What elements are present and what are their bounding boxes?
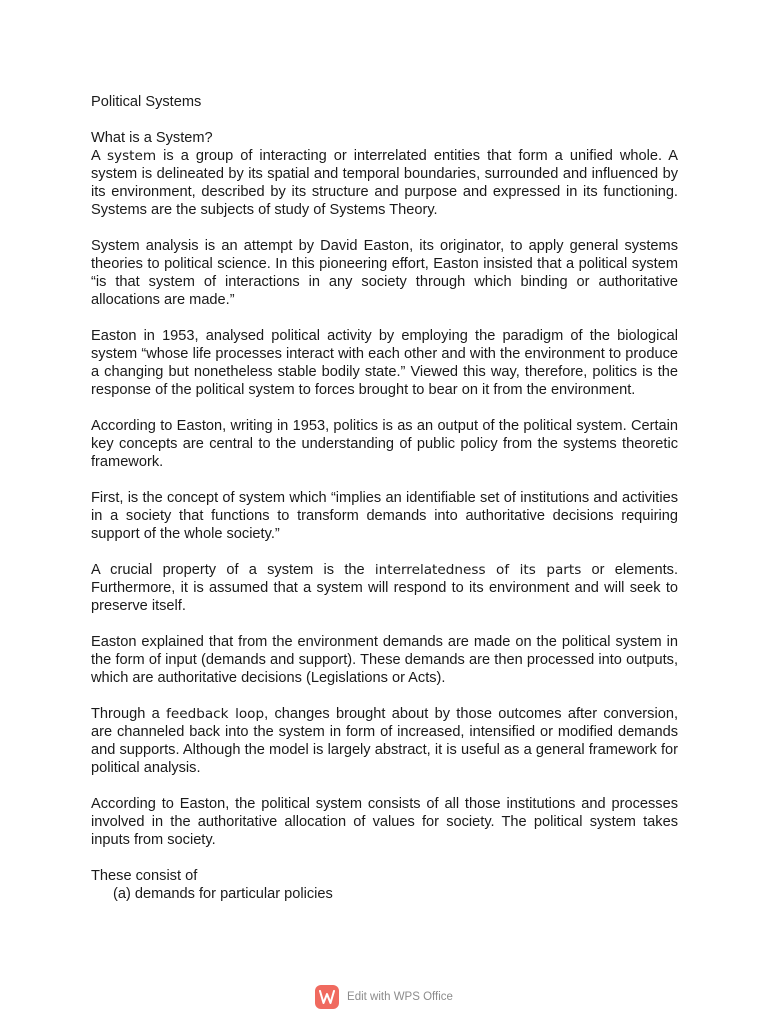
list-item: (a) demands for particular policies bbox=[113, 886, 333, 902]
paragraph-easton-1953: Easton in 1953, analysed political activity by employing the paradigm of the biological system “whose life processes interact with each other and with the environment to produce a changing but nonetheless stable bodily state.” Viewed this way, therefore, politics is the response of the political system to forces brought to bear on it from the environment. bbox=[91, 328, 678, 398]
paragraph-interrelatedness: A crucial property of a system is the interrelatedness of its parts or elements. Furthermore, it is assumed that a system will respond to its environment and will seek to preserve itself. bbox=[91, 562, 678, 614]
term-system: system bbox=[106, 148, 157, 164]
term-feedback-loop: feedback loop bbox=[166, 706, 265, 722]
paragraph-inputs-outputs: Easton explained that from the environment demands are made on the political system in the form of input (demands and support). These demands are then processed into outputs, which are authoritative decisions (Legislations or Acts). bbox=[91, 634, 678, 686]
paragraph-system-definition: A system is a group of interacting or interrelated entities that form a unified whole. A system is delineated by its spatial and temporal boundaries, surrounded and influenced by its environment, described by its structure and purpose and expressed in its functioning. Systems are the subjects of study of Systems Theory. bbox=[91, 148, 678, 218]
paragraph-political-system-inputs: According to Easton, the political system consists of all those institutions and processes involved in the authoritative allocation of values for society. The political system takes inputs from society. bbox=[91, 796, 678, 848]
paragraph-concept-of-system: First, is the concept of system which “implies an identifiable set of institutions and activities in a society that functions to transform demands into authoritative decisions requiring support of the whole society.” bbox=[91, 490, 678, 542]
document-title: Political Systems bbox=[91, 94, 202, 110]
wps-office-logo-icon bbox=[315, 985, 339, 1009]
term-interrelatedness: interrelatedness of its parts bbox=[374, 562, 582, 578]
paragraph-system-analysis: System analysis is an attempt by David Easton, its originator, to apply general systems theories to political science. In this pioneering effort, Easton insisted that a political system “is that system of interactions in any society through which binding or authoritative allocations are made.” bbox=[91, 238, 678, 308]
paragraph-these-consist-of: These consist of bbox=[91, 868, 198, 884]
paragraph-feedback-loop: Through a feedback loop, changes brought about by those outcomes after conversion, are channeled back into the system in form of increased, intensified or modified demands and supports. Although the model is largely abstract, it is useful as a general framework for political analysis. bbox=[91, 706, 678, 776]
edit-with-wps-button[interactable] bbox=[0, 985, 768, 1009]
section-heading: What is a System? bbox=[91, 130, 213, 146]
edit-with-wps-label: Edit with WPS Office bbox=[347, 991, 453, 1003]
document-body bbox=[91, 93, 678, 903]
paragraph-politics-output: According to Easton, writing in 1953, politics is as an output of the political system. Certain key concepts are central to the understanding of public policy from the systems theoretic framework. bbox=[91, 418, 678, 470]
